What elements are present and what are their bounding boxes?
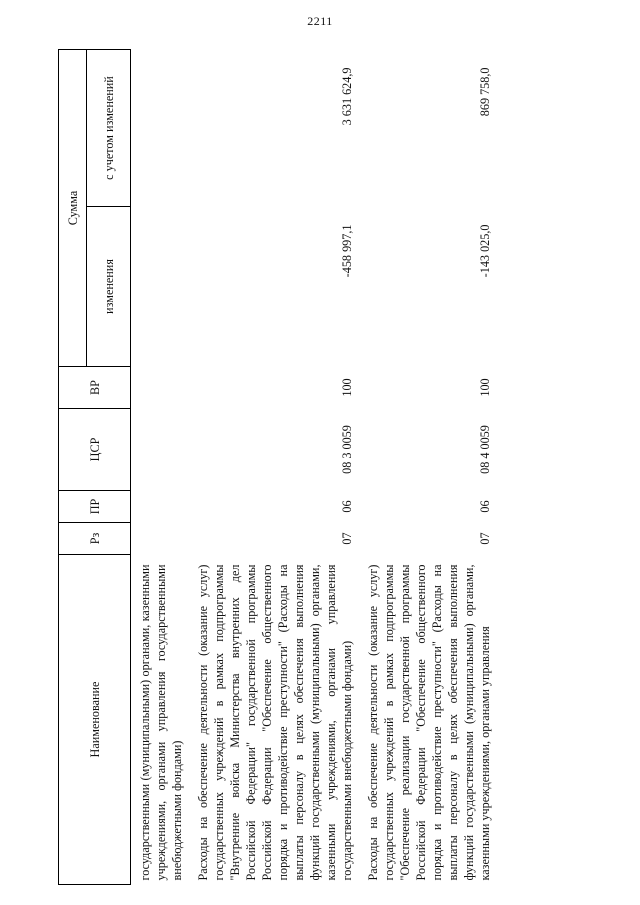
header-rz: Рз <box>59 523 131 555</box>
row-pr: 06 <box>340 500 354 513</box>
row-change <box>131 207 188 367</box>
row-csr: 08 4 0059 <box>478 425 492 474</box>
row-name: Расходы на обеспечение деятельности (оказание услуг) государственных учреждений в рамках подпрограммы "Обеспечение реализации государственной программы Российской Федерации "Обеспечение общественного порядка и противодействие преступности" (Расходы на выплаты персоналу в целях обеспечения выполнения функций государственными (муниципальными) органами, казенными учреждениями, органами управления <box>366 564 492 881</box>
row-pr <box>131 491 188 523</box>
row-rz: 07 <box>478 532 492 545</box>
header-csr: ЦСР <box>59 409 131 491</box>
table-row <box>187 49 357 884</box>
row-csr <box>131 409 188 491</box>
header-vr: ВР <box>59 367 131 409</box>
row-rz: 07 <box>340 532 354 545</box>
rotated-table-wrapper <box>58 50 628 885</box>
table-row <box>131 49 188 884</box>
budget-table <box>58 49 495 885</box>
row-with-change: 3 631 624,9 <box>340 67 354 126</box>
row-vr <box>131 367 188 409</box>
row-pr: 06 <box>478 500 492 513</box>
row-change: -143 025,0 <box>478 224 492 278</box>
header-name: Наименование <box>59 555 131 885</box>
row-with-change <box>131 49 188 206</box>
row-vr: 100 <box>478 378 492 397</box>
header-sum: Сумма <box>59 49 87 366</box>
row-name: государственными (муниципальными) органами, казенными учреждениями, органами управления государственными внебюджетными фондами) <box>138 564 184 881</box>
table-row <box>357 49 495 884</box>
row-csr: 08 3 0059 <box>340 425 354 474</box>
header-change: изменения <box>87 207 131 367</box>
page-number: 2211 <box>307 14 333 28</box>
header-with-change: с учетом изменений <box>87 49 131 206</box>
row-rz <box>131 523 188 555</box>
row-change: -458 997,1 <box>340 224 354 278</box>
row-name: Расходы на обеспечение деятельности (оказание услуг) государственных учреждений в рамках подпрограммы "Внутренние войска Министерства внутренних дел Российской Федерации" государственной программы Российской Федерации "Обеспечение общественного порядка и противодействие преступности" (Расходы на выплаты персоналу в целях обеспечения выполнения функций государственными (муниципальными) органами, казенными учреждениями, органами управления государственными внебюджетными фондами) <box>196 564 354 881</box>
rotated-table <box>58 50 628 885</box>
row-vr: 100 <box>340 378 354 397</box>
row-with-change: 869 758,0 <box>478 67 492 117</box>
header-pr: ПР <box>59 491 131 523</box>
